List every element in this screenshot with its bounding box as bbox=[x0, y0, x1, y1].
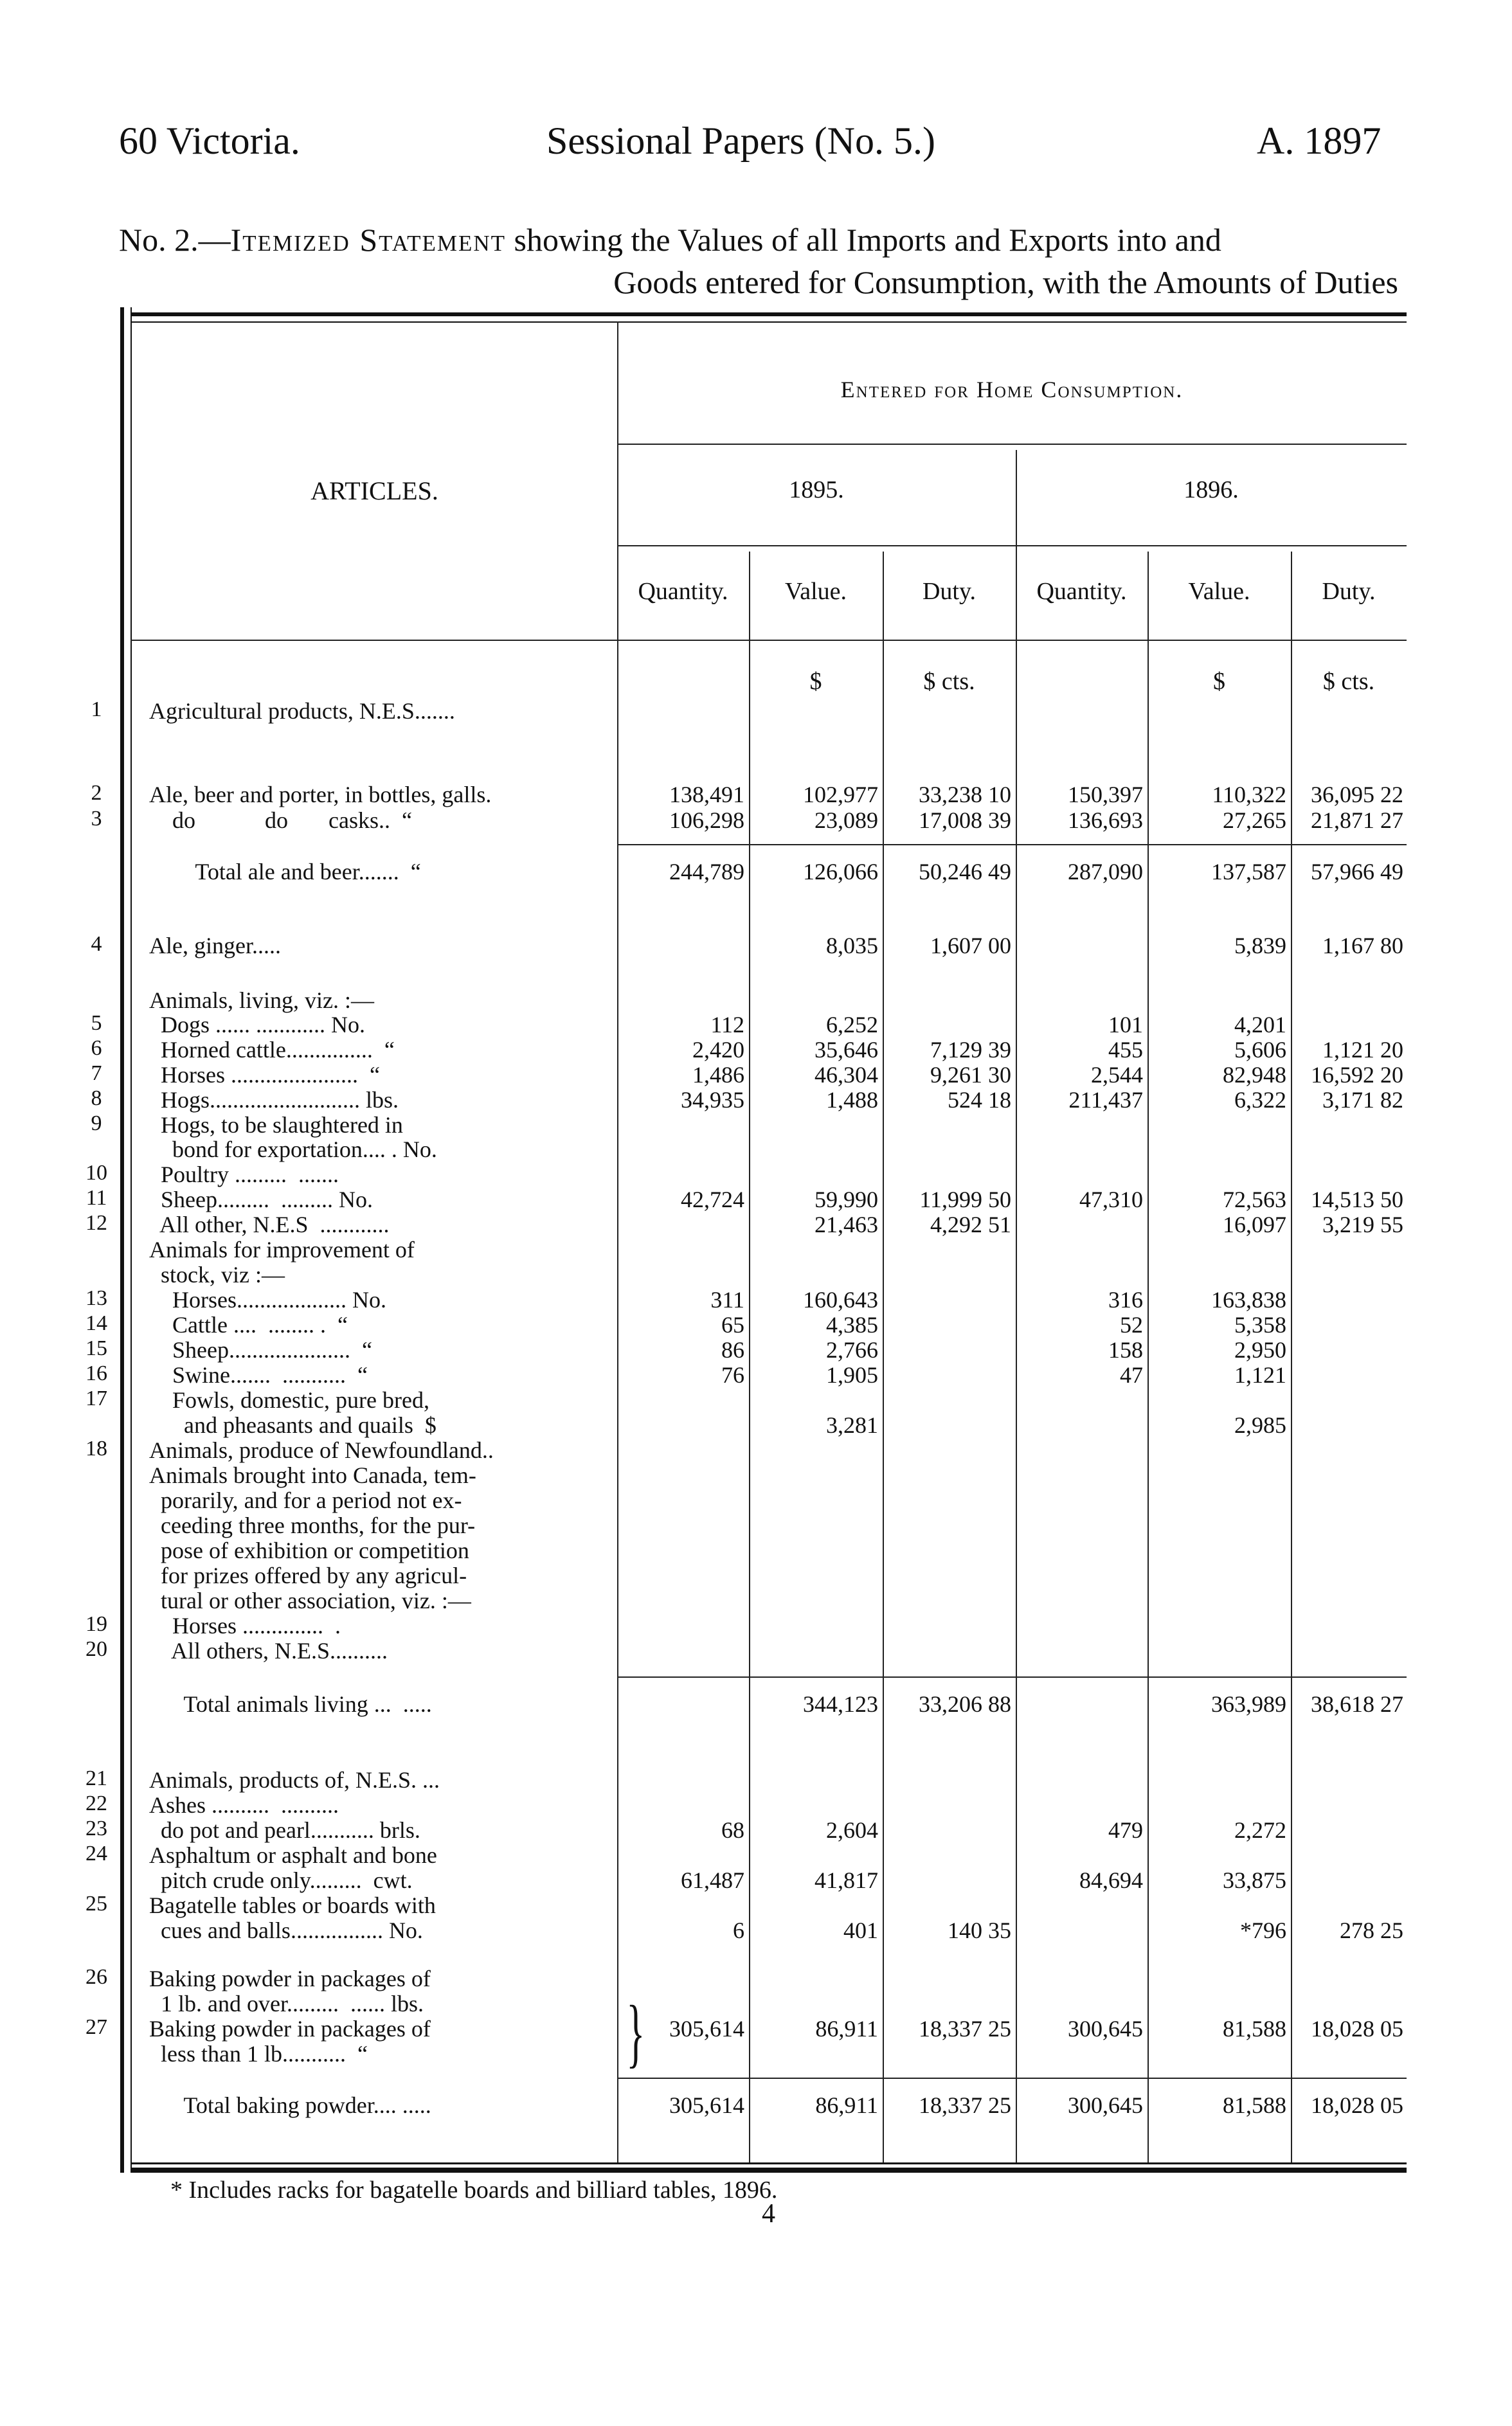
cell-v1: 401 bbox=[843, 1918, 878, 1943]
cell-v2: 1,121 bbox=[1234, 1362, 1286, 1388]
running-header-center: Sessional Papers (No. 5.) bbox=[546, 120, 935, 162]
cell-d1: 50,246 49 bbox=[919, 859, 1011, 885]
row-label: Baking powder in packages of bbox=[149, 2016, 431, 2042]
cell-q2: 84,694 bbox=[1079, 1867, 1143, 1893]
cell-q1: 305,614 bbox=[669, 2092, 744, 2118]
cell-q2: 158 bbox=[1108, 1337, 1143, 1363]
cell-q2: 2,544 bbox=[1091, 1062, 1143, 1088]
row-number: 11 bbox=[86, 1186, 107, 1210]
row-label: bond for exportation.... . No. bbox=[149, 1137, 437, 1162]
row-label: ceeding three months, for the pur- bbox=[149, 1513, 476, 1538]
row-number: 14 bbox=[86, 1311, 107, 1335]
cell-d1: 9,261 30 bbox=[930, 1062, 1011, 1088]
cell-d2: 1,121 20 bbox=[1322, 1037, 1403, 1063]
cell-v2: 2,272 bbox=[1234, 1817, 1286, 1843]
row-number: 3 bbox=[91, 807, 102, 831]
row-label: and pheasants and quails $ bbox=[149, 1412, 437, 1438]
header-quantity-1895: Quantity. bbox=[638, 578, 728, 605]
row-label: Sheep..................... “ bbox=[149, 1337, 372, 1363]
cell-q1: 112 bbox=[710, 1012, 744, 1038]
cell-v1: 41,817 bbox=[815, 1867, 878, 1893]
cell-q1: 106,298 bbox=[669, 807, 744, 833]
row-label: Baking powder in packages of bbox=[149, 1966, 431, 1991]
rule-under-years bbox=[617, 545, 1407, 546]
cell-q2: 479 bbox=[1108, 1817, 1143, 1843]
header-value-1895: Value. bbox=[784, 578, 847, 605]
row-label: Sheep......... ......... No. bbox=[149, 1187, 373, 1212]
frame-bottom-thick bbox=[130, 2168, 1407, 2173]
row-label: Total ale and beer....... “ bbox=[149, 859, 421, 885]
cell-v2: 5,358 bbox=[1234, 1312, 1286, 1338]
row-label: All other, N.E.S ............ bbox=[149, 1212, 390, 1237]
row-label: Dogs ...... ............ No. bbox=[149, 1012, 366, 1038]
cell-d1: 33,206 88 bbox=[919, 1691, 1011, 1717]
row-number: 27 bbox=[86, 2015, 107, 2039]
cell-q2: 316 bbox=[1108, 1287, 1143, 1313]
row-label: Horned cattle............... “ bbox=[149, 1037, 395, 1063]
cell-q1: 34,935 bbox=[681, 1087, 744, 1113]
cell-v2: 16,097 bbox=[1223, 1212, 1286, 1237]
cell-q1: 76 bbox=[721, 1362, 744, 1388]
cell-v2: 2,950 bbox=[1234, 1337, 1286, 1363]
cell-d2: 36,095 22 bbox=[1311, 782, 1403, 807]
row-label: less than 1 lb........... “ bbox=[149, 2041, 368, 2067]
row-number: 23 bbox=[86, 1817, 107, 1840]
cell-q1: 65 bbox=[721, 1312, 744, 1338]
row-number: 21 bbox=[86, 1766, 107, 1790]
cell-v1: 2,766 bbox=[826, 1337, 878, 1363]
cell-q2: 287,090 bbox=[1068, 859, 1143, 885]
running-header-left: 60 Victoria. bbox=[119, 120, 300, 162]
cell-d1: 18,337 25 bbox=[919, 2092, 1011, 2118]
row-label: stock, viz :— bbox=[149, 1262, 285, 1288]
row-label: Horses ...................... “ bbox=[149, 1062, 380, 1088]
cell-q1: 244,789 bbox=[669, 859, 744, 885]
frame-left-thin bbox=[130, 307, 132, 2173]
cell-q1: 68 bbox=[721, 1817, 744, 1843]
cell-v1: 59,990 bbox=[815, 1187, 878, 1212]
row-number: 25 bbox=[86, 1892, 107, 1916]
header-quantity-1896: Quantity. bbox=[1036, 578, 1127, 605]
cell-v1: 102,977 bbox=[803, 782, 878, 807]
row-label: Animals, products of, N.E.S. ... bbox=[149, 1767, 440, 1793]
cell-v2: 82,948 bbox=[1223, 1062, 1286, 1088]
row-number: 24 bbox=[86, 1842, 107, 1865]
cell-v2: 163,838 bbox=[1211, 1287, 1286, 1313]
cell-q1: 2,420 bbox=[692, 1037, 744, 1063]
unit-duty-1896: $ cts. bbox=[1322, 668, 1375, 695]
header-duty-1896: Duty. bbox=[1322, 578, 1376, 605]
cell-d1: 17,008 39 bbox=[919, 807, 1011, 833]
cell-v1: 6,252 bbox=[826, 1012, 878, 1038]
header-year-1895: 1895. bbox=[789, 476, 844, 503]
cell-q2: 455 bbox=[1108, 1037, 1143, 1063]
cell-v2: 2,985 bbox=[1234, 1412, 1286, 1438]
cell-v2: 5,839 bbox=[1234, 933, 1286, 958]
row-number: 18 bbox=[86, 1437, 107, 1460]
cell-v1: 21,463 bbox=[815, 1212, 878, 1237]
row-label: Animals brought into Canada, tem- bbox=[149, 1462, 476, 1488]
frame-left-thick bbox=[120, 307, 124, 2173]
col-sep-years bbox=[1016, 450, 1017, 2162]
cell-v1: 46,304 bbox=[815, 1062, 878, 1088]
unit-value-1895: $ bbox=[809, 668, 822, 695]
title-prefix: No. 2.— bbox=[119, 222, 231, 258]
row-label: Agricultural products, N.E.S....... bbox=[149, 698, 455, 724]
cell-q2: 136,693 bbox=[1068, 807, 1143, 833]
row-label: Horses .............. . bbox=[149, 1613, 341, 1639]
cell-d2: 38,618 27 bbox=[1311, 1691, 1403, 1717]
row-label: All others, N.E.S.......... bbox=[149, 1638, 388, 1664]
row-number: 22 bbox=[86, 1792, 107, 1815]
cell-v1: 86,911 bbox=[815, 2092, 878, 2118]
row-label: Total baking powder.... ..... bbox=[149, 2092, 431, 2118]
cell-d2: 14,513 50 bbox=[1311, 1187, 1403, 1212]
cell-q2: 150,397 bbox=[1068, 782, 1143, 807]
cell-q2: 300,645 bbox=[1068, 2016, 1143, 2042]
cell-v1: 4,385 bbox=[826, 1312, 878, 1338]
row-number: 17 bbox=[86, 1387, 107, 1410]
cell-d2: 16,592 20 bbox=[1311, 1062, 1403, 1088]
row-number: 26 bbox=[86, 1965, 107, 1989]
title-line2: Goods entered for Consumption, with the Amounts of Duties bbox=[613, 264, 1398, 300]
row-label: Poultry ......... ....... bbox=[149, 1162, 339, 1187]
row-label: Hogs.......................... lbs. bbox=[149, 1087, 399, 1113]
cell-v1: 2,604 bbox=[826, 1817, 878, 1843]
cell-d1: 4,292 51 bbox=[930, 1212, 1011, 1237]
cell-v2: 33,875 bbox=[1223, 1867, 1286, 1893]
row-label: porarily, and for a period not ex- bbox=[149, 1487, 462, 1513]
cell-v2: 137,587 bbox=[1211, 859, 1286, 885]
row-number: 4 bbox=[91, 932, 102, 956]
row-label: Swine....... ........... “ bbox=[149, 1362, 368, 1388]
footnote: * Includes racks for bagatelle boards and billiard tables, 1896. bbox=[170, 2177, 778, 2204]
rule-under-group bbox=[617, 444, 1407, 445]
cell-q1: 138,491 bbox=[669, 782, 744, 807]
frame-top-thin bbox=[130, 321, 1407, 323]
row-number: 16 bbox=[86, 1361, 107, 1385]
row-label: Ale, beer and porter, in bottles, galls. bbox=[149, 782, 492, 807]
cell-d2: 278 25 bbox=[1340, 1918, 1403, 1943]
row-label: Animals for improvement of bbox=[149, 1237, 415, 1262]
col-sep-v1 bbox=[883, 552, 884, 2162]
row-label: tural or other association, viz. :— bbox=[149, 1588, 471, 1613]
header-duty-1895: Duty. bbox=[922, 578, 977, 605]
header-value-1896: Value. bbox=[1188, 578, 1250, 605]
unit-value-1896: $ bbox=[1213, 668, 1225, 695]
row-label: Hogs, to be slaughtered in bbox=[149, 1112, 403, 1138]
cell-q1: 6 bbox=[733, 1918, 744, 1943]
row-label: pitch crude only......... cwt. bbox=[149, 1867, 413, 1893]
row-number: 10 bbox=[86, 1161, 107, 1185]
col-sep-v2 bbox=[1291, 552, 1292, 2162]
cell-v1: 8,035 bbox=[826, 933, 878, 958]
cell-q1: 61,487 bbox=[681, 1867, 744, 1893]
col-sep-q2 bbox=[1148, 552, 1149, 2162]
cell-d2: 3,171 82 bbox=[1322, 1087, 1403, 1113]
cell-d1: 11,999 50 bbox=[919, 1187, 1011, 1212]
cell-d1: 18,337 25 bbox=[919, 2016, 1011, 2042]
row-number: 5 bbox=[91, 1011, 102, 1035]
row-label: for prizes offered by any agricul- bbox=[149, 1563, 467, 1588]
rule-under-columns bbox=[130, 640, 1407, 641]
cell-q2: 52 bbox=[1120, 1312, 1143, 1338]
statement-title bbox=[119, 219, 1398, 303]
row-number: 9 bbox=[91, 1111, 102, 1135]
cell-d2: 57,966 49 bbox=[1311, 859, 1403, 885]
col-sep-q1 bbox=[749, 552, 750, 2162]
row-number: 13 bbox=[86, 1286, 107, 1310]
cell-v1: 1,905 bbox=[826, 1362, 878, 1388]
cell-d2: 1,167 80 bbox=[1322, 933, 1403, 958]
cell-d2: 21,871 27 bbox=[1311, 807, 1403, 833]
cell-v2: 27,265 bbox=[1223, 807, 1286, 833]
unit-duty-1895: $ cts. bbox=[923, 668, 975, 695]
row-number: 8 bbox=[91, 1086, 102, 1110]
total-rule bbox=[617, 1676, 1407, 1678]
cell-q1: 311 bbox=[710, 1287, 744, 1313]
total-rule bbox=[617, 2078, 1407, 2079]
page-number: 4 bbox=[762, 2199, 775, 2229]
cell-v2: 110,322 bbox=[1212, 782, 1286, 807]
row-label: Ashes .......... .......... bbox=[149, 1792, 339, 1818]
cell-v1: 344,123 bbox=[803, 1691, 878, 1717]
row-label: Animals, living, viz. :— bbox=[149, 987, 374, 1013]
row-number: 20 bbox=[86, 1637, 107, 1661]
row-label: Fowls, domestic, pure bred, bbox=[149, 1387, 429, 1413]
cell-q2: 300,645 bbox=[1068, 2092, 1143, 2118]
cell-q1: 1,486 bbox=[692, 1062, 744, 1088]
cell-v1: 23,089 bbox=[815, 807, 878, 833]
cell-q2: 101 bbox=[1108, 1012, 1143, 1038]
row-number: 2 bbox=[91, 781, 102, 805]
baking-powder-brace: } bbox=[626, 1990, 645, 2075]
row-label: pose of exhibition or competition bbox=[149, 1538, 469, 1563]
cell-v2: 363,989 bbox=[1211, 1691, 1286, 1717]
cell-q1: 86 bbox=[721, 1337, 744, 1363]
row-label: Ale, ginger..... bbox=[149, 933, 281, 958]
cell-v2: 81,588 bbox=[1223, 2092, 1286, 2118]
cell-d2: 3,219 55 bbox=[1322, 1212, 1403, 1237]
row-label: do pot and pearl........... brls. bbox=[149, 1817, 420, 1843]
cell-v1: 1,488 bbox=[826, 1087, 878, 1113]
header-articles: ARTICLES. bbox=[310, 476, 438, 505]
cell-d1: 524 18 bbox=[948, 1087, 1011, 1113]
row-number: 7 bbox=[91, 1061, 102, 1085]
cell-v1: 126,066 bbox=[803, 859, 878, 885]
cell-d2: 18,028 05 bbox=[1311, 2016, 1403, 2042]
cell-d1: 7,129 39 bbox=[930, 1037, 1011, 1063]
row-label: do do casks.. “ bbox=[149, 807, 412, 833]
cell-v1: 86,911 bbox=[815, 2016, 878, 2042]
row-number: 1 bbox=[91, 697, 102, 721]
frame-bottom-thin bbox=[130, 2162, 1407, 2164]
cell-v2: *796 bbox=[1240, 1918, 1286, 1943]
row-number: 6 bbox=[91, 1036, 102, 1060]
cell-v2: 4,201 bbox=[1234, 1012, 1286, 1038]
title-line1-rest: showing the Values of all Imports and Exports into and bbox=[506, 222, 1221, 258]
row-label: Cattle .... ........ . “ bbox=[149, 1312, 348, 1338]
cell-d1: 140 35 bbox=[948, 1918, 1011, 1943]
row-label: Total animals living ... ..... bbox=[149, 1691, 432, 1717]
title-caps: Itemized Statement bbox=[230, 222, 507, 258]
cell-v1: 3,281 bbox=[826, 1412, 878, 1438]
row-label: 1 lb. and over......... ...... lbs. bbox=[149, 1991, 424, 2017]
cell-d1: 1,607 00 bbox=[930, 933, 1011, 958]
row-number: 12 bbox=[86, 1211, 107, 1235]
header-year-1896: 1896. bbox=[1184, 476, 1239, 503]
total-rule bbox=[617, 844, 1407, 845]
cell-v2: 72,563 bbox=[1223, 1187, 1286, 1212]
cell-q2: 211,437 bbox=[1068, 1087, 1143, 1113]
cell-q1: 42,724 bbox=[681, 1187, 744, 1212]
cell-v1: 160,643 bbox=[803, 1287, 878, 1313]
header-group: Entered for Home Consumption. bbox=[840, 377, 1184, 402]
row-label: cues and balls................ No. bbox=[149, 1918, 423, 1943]
cell-q2: 47,310 bbox=[1079, 1187, 1143, 1212]
cell-v2: 6,322 bbox=[1234, 1087, 1286, 1113]
cell-v2: 81,588 bbox=[1223, 2016, 1286, 2042]
row-number: 15 bbox=[86, 1336, 107, 1360]
cell-d1: 33,238 10 bbox=[919, 782, 1011, 807]
cell-q2: 47 bbox=[1120, 1362, 1143, 1388]
row-label: Animals, produce of Newfoundland.. bbox=[149, 1437, 494, 1463]
cell-d2: 18,028 05 bbox=[1311, 2092, 1403, 2118]
frame-top-thick bbox=[130, 312, 1407, 316]
running-header-right: A. 1897 bbox=[1257, 120, 1382, 162]
cell-v2: 5,606 bbox=[1234, 1037, 1286, 1063]
row-label: Asphaltum or asphalt and bone bbox=[149, 1842, 437, 1868]
row-label: Horses................... No. bbox=[149, 1287, 386, 1313]
row-label: Bagatelle tables or boards with bbox=[149, 1892, 436, 1918]
cell-q1: 305,614 bbox=[669, 2016, 744, 2042]
cell-v1: 35,646 bbox=[815, 1037, 878, 1063]
row-number: 19 bbox=[86, 1612, 107, 1636]
